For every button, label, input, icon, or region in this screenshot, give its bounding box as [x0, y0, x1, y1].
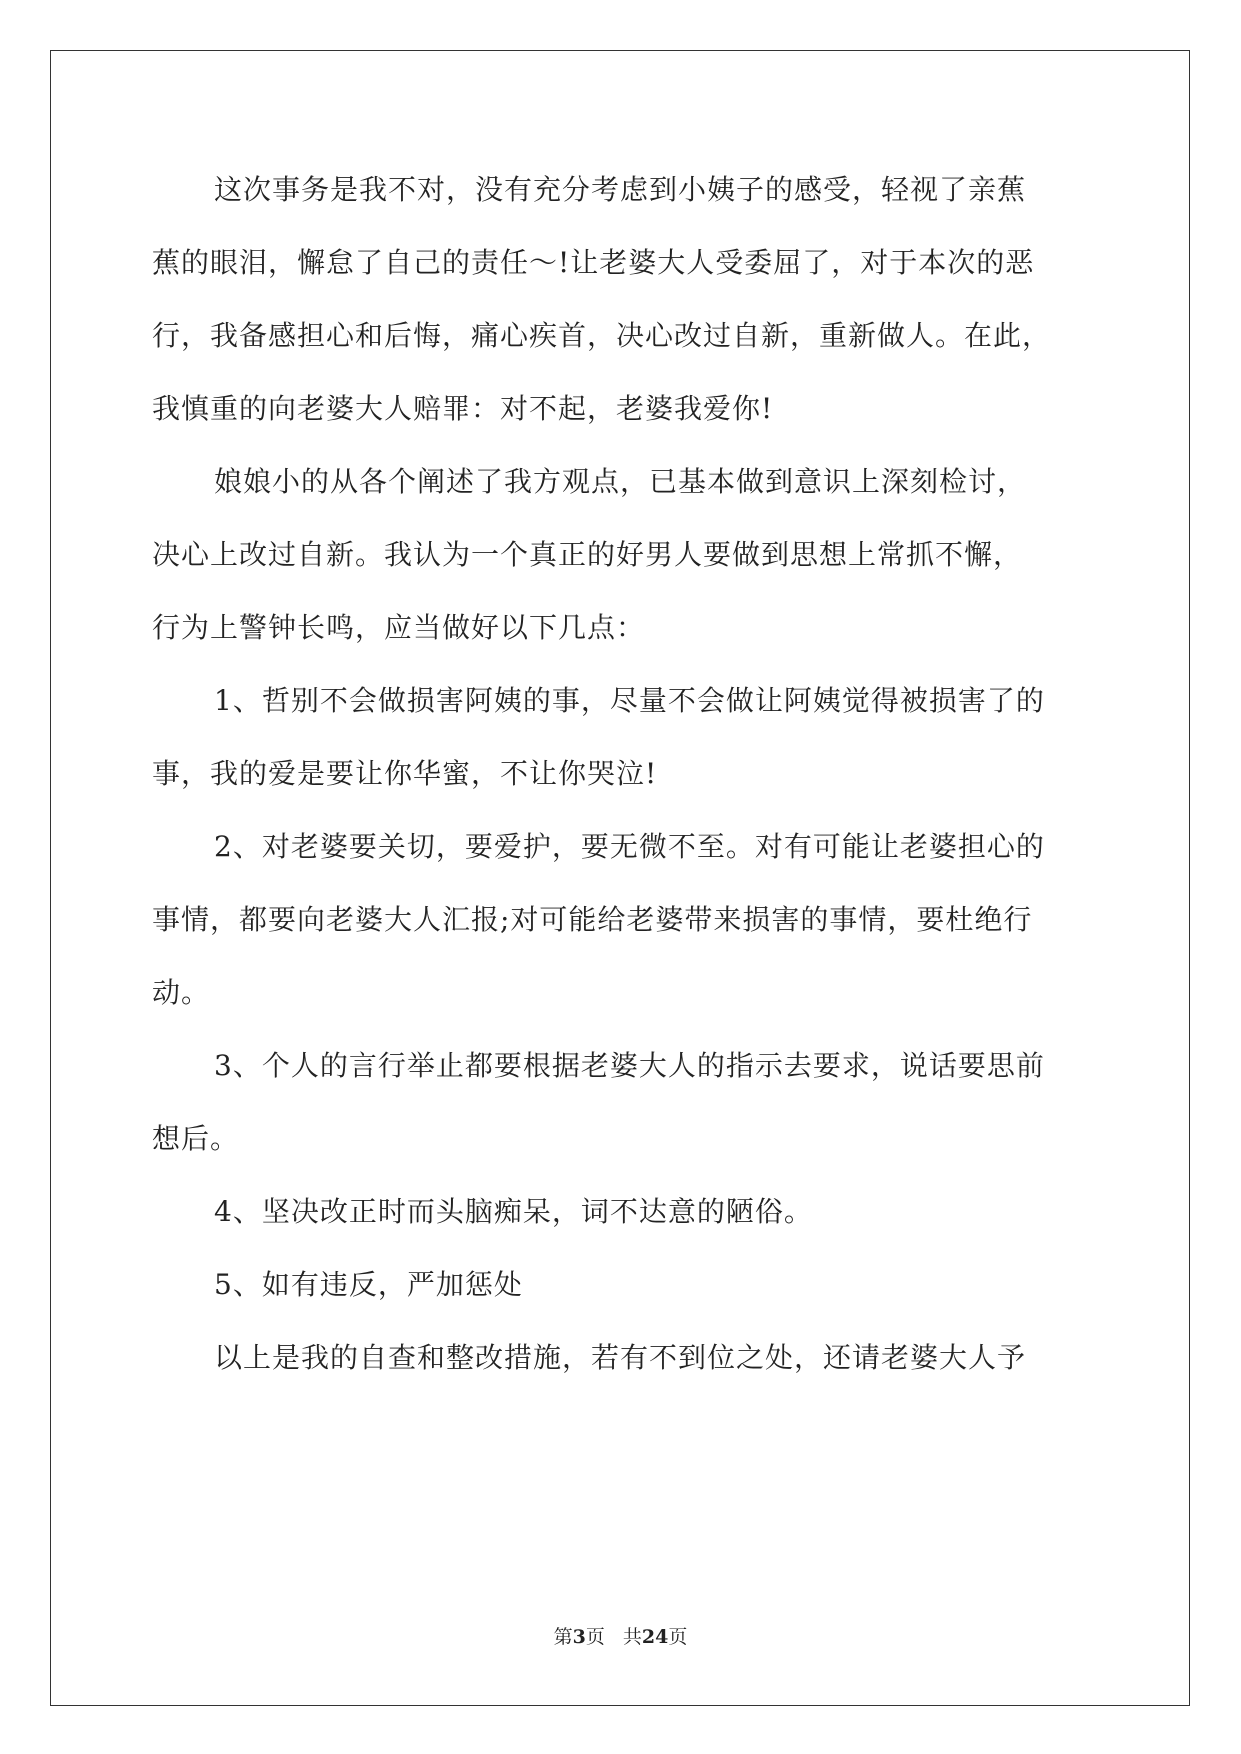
total-prefix: 共	[622, 1626, 642, 1648]
text-line: 这次事务是我不对，没有充分考虑到小姨子的感受，轻视了亲蕉	[214, 173, 1027, 206]
page-border	[50, 50, 1190, 1706]
text-line: 行，我备感担心和后悔，痛心疾首，决心改过自新，重新做人。在此，	[152, 319, 1052, 352]
text-line: 事，我的爱是要让你华蜜，不让你哭泣!	[152, 757, 658, 790]
total-pages: 24	[641, 1626, 669, 1648]
text-line: 动。	[152, 976, 211, 1009]
text-line: 娘娘小的从各个阐述了我方观点，已基本做到意识上深刻检讨，	[214, 465, 1027, 498]
page-number: 3	[572, 1626, 586, 1648]
total-suffix: 页	[668, 1626, 688, 1648]
page-prefix: 第	[553, 1626, 573, 1648]
text-line: 决心上改过自新。我认为一个真正的好男人要做到思想上常抓不懈，	[152, 538, 1023, 571]
text-line: 行为上警钟长鸣，应当做好以下几点：	[152, 611, 646, 644]
text-line: 想后。	[152, 1122, 240, 1155]
text-line: 蕉的眼泪，懈怠了自己的责任～!让老婆大人受委屈了，对于本次的恶	[152, 246, 1035, 279]
text-line: 1、哲别不会做损害阿姨的事，尽量不会做让阿姨觉得被损害了的	[214, 684, 1045, 717]
text-line: 4、坚决改正时而头脑痴呆，词不达意的陋俗。	[214, 1195, 813, 1228]
text-line: 事情，都要向老婆大人汇报;对可能给老婆带来损害的事情，要杜绝行	[152, 903, 1033, 936]
page-suffix: 页	[585, 1626, 605, 1648]
text-line: 5、如有违反，严加惩处	[214, 1268, 523, 1301]
text-line: 我慎重的向老婆大人赔罪：对不起，老婆我爱你!	[152, 392, 774, 425]
text-line: 2、对老婆要关切，要爱护，要无微不至。对有可能让老婆担心的	[214, 830, 1045, 863]
page-footer	[0, 1624, 1241, 1650]
text-line: 以上是我的自查和整改措施，若有不到位之处，还请老婆大人予	[214, 1341, 1027, 1374]
text-line: 3、个人的言行举止都要根据老婆大人的指示去要求，说话要思前	[214, 1049, 1045, 1082]
